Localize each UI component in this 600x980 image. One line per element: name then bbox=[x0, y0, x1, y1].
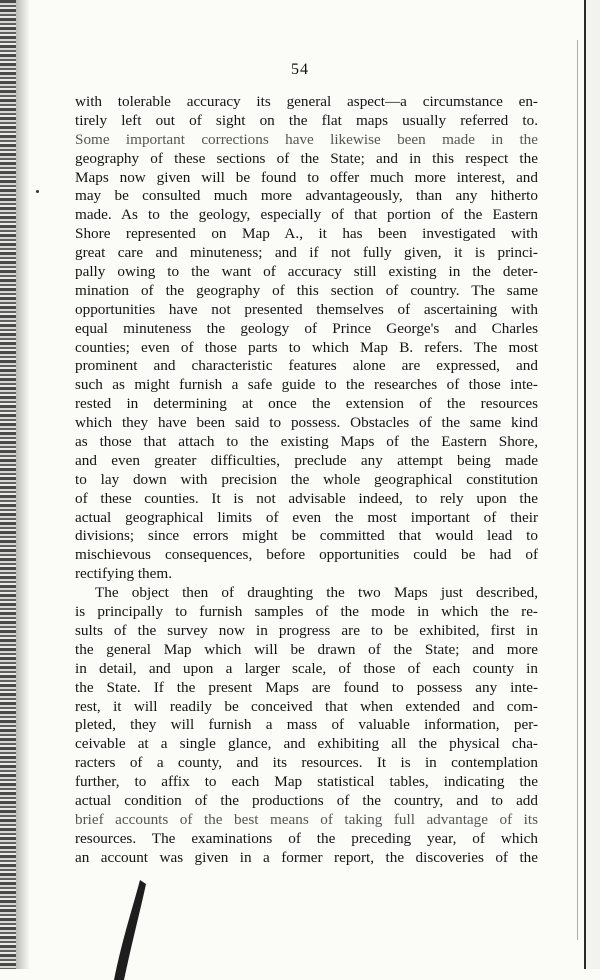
text-line: prominent and characteristic features alone are expressed, and bbox=[75, 357, 538, 375]
text-line: with tolerable accuracy its general aspect—a circumstance en- bbox=[75, 93, 538, 110]
text-line: which they have been said to possess. Obstacles of the same kind bbox=[75, 414, 538, 432]
text-line: of these counties. It is not advisable indeed, to rely upon the bbox=[75, 489, 538, 507]
text-line: pleted, they will furnish a mass of valuable information, per- bbox=[75, 716, 538, 734]
text-line: The object then of draughting the two Maps just described, bbox=[95, 584, 538, 602]
text-line: great care and minuteness; and if not fully given, it is princi- bbox=[75, 244, 538, 262]
text-line: racters of a county, and its resources. It is in contemplation bbox=[75, 754, 538, 772]
text-line: further, to affix to each Map statistical tables, indicating the bbox=[75, 773, 538, 791]
text-line: actual geographical limits of even the most important of their bbox=[75, 508, 538, 526]
text-line: in detail, and upon a larger scale, of those of each county in bbox=[75, 659, 538, 677]
right-margin bbox=[586, 0, 600, 969]
text-line: and even greater difficulties, preclude any attempt being made bbox=[75, 451, 538, 469]
text-line: made. As to the geology, especially of that portion of the Eastern bbox=[75, 206, 538, 224]
text-line: counties; even of those parts to which Map B. refers. The most bbox=[75, 338, 538, 356]
text-line: actual condition of the productions of the country, and to add bbox=[75, 791, 538, 809]
page-number: 54 bbox=[291, 61, 309, 78]
text-line: rest, it will readily be conceived that when extended and com- bbox=[75, 697, 538, 715]
text-line: such as might furnish a safe guide to the researches of those inte- bbox=[75, 376, 538, 394]
body-text bbox=[75, 93, 538, 868]
text-line: Some important corrections have likewise been made in the bbox=[75, 130, 538, 148]
text-line: tirely left out of sight on the flat maps usually referred to. bbox=[75, 111, 538, 129]
binding-shadow bbox=[16, 0, 30, 969]
text-line: equal minuteness the geology of Prince George's and Charles bbox=[75, 319, 538, 337]
text-line: may be consulted much more advantageously, than any hitherto bbox=[75, 187, 538, 205]
text-line: brief accounts of the best means of taking full advantage of its bbox=[75, 810, 538, 828]
text-line: an account was given in a former report, the discoveries of the bbox=[75, 848, 538, 866]
text-line: mischievous consequences, before opportunities could be had of bbox=[75, 546, 538, 564]
scan-artifact bbox=[110, 880, 150, 980]
text-line: the general Map which will be drawn of the State; and more bbox=[75, 640, 538, 658]
text-line: ceivable at a single glance, and exhibiting all the physical cha- bbox=[75, 735, 538, 753]
text-line: geography of these sections of the State; and in this respect the bbox=[75, 149, 538, 167]
text-line: sults of the survey now in progress are to be exhibited, first in bbox=[75, 621, 538, 639]
text-line: pally owing to the want of accuracy still existing in the deter- bbox=[75, 263, 538, 281]
right-edge-line bbox=[584, 0, 586, 969]
text-line: to lay down with precision the whole geographical constitution bbox=[75, 470, 538, 488]
text-line: mination of the geography of this section of country. The same bbox=[75, 281, 538, 299]
text-line: resources. The examinations of the preceding year, of which bbox=[75, 829, 538, 847]
text-line: as those that attach to the existing Maps of the Eastern Shore, bbox=[75, 433, 538, 451]
text-line: rectifying them. bbox=[75, 565, 172, 583]
text-line: Maps now given will be found to offer much more interest, and bbox=[75, 168, 538, 186]
text-line: opportunities have not presented themselves of ascertaining with bbox=[75, 300, 538, 318]
stray-mark bbox=[36, 190, 39, 193]
text-line: is principally to furnish samples of the mode in which the re- bbox=[75, 603, 538, 621]
text-line: rested in determining at once the extension of the resources bbox=[75, 395, 538, 413]
text-line: the State. If the present Maps are found to possess any inte- bbox=[75, 678, 538, 696]
text-line: Shore represented on Map A., it has been investigated with bbox=[75, 225, 538, 243]
binding-edge bbox=[0, 0, 16, 969]
text-line: divisions; since errors might be committed that would lead to bbox=[75, 527, 538, 545]
right-edge-shadow bbox=[577, 40, 578, 940]
